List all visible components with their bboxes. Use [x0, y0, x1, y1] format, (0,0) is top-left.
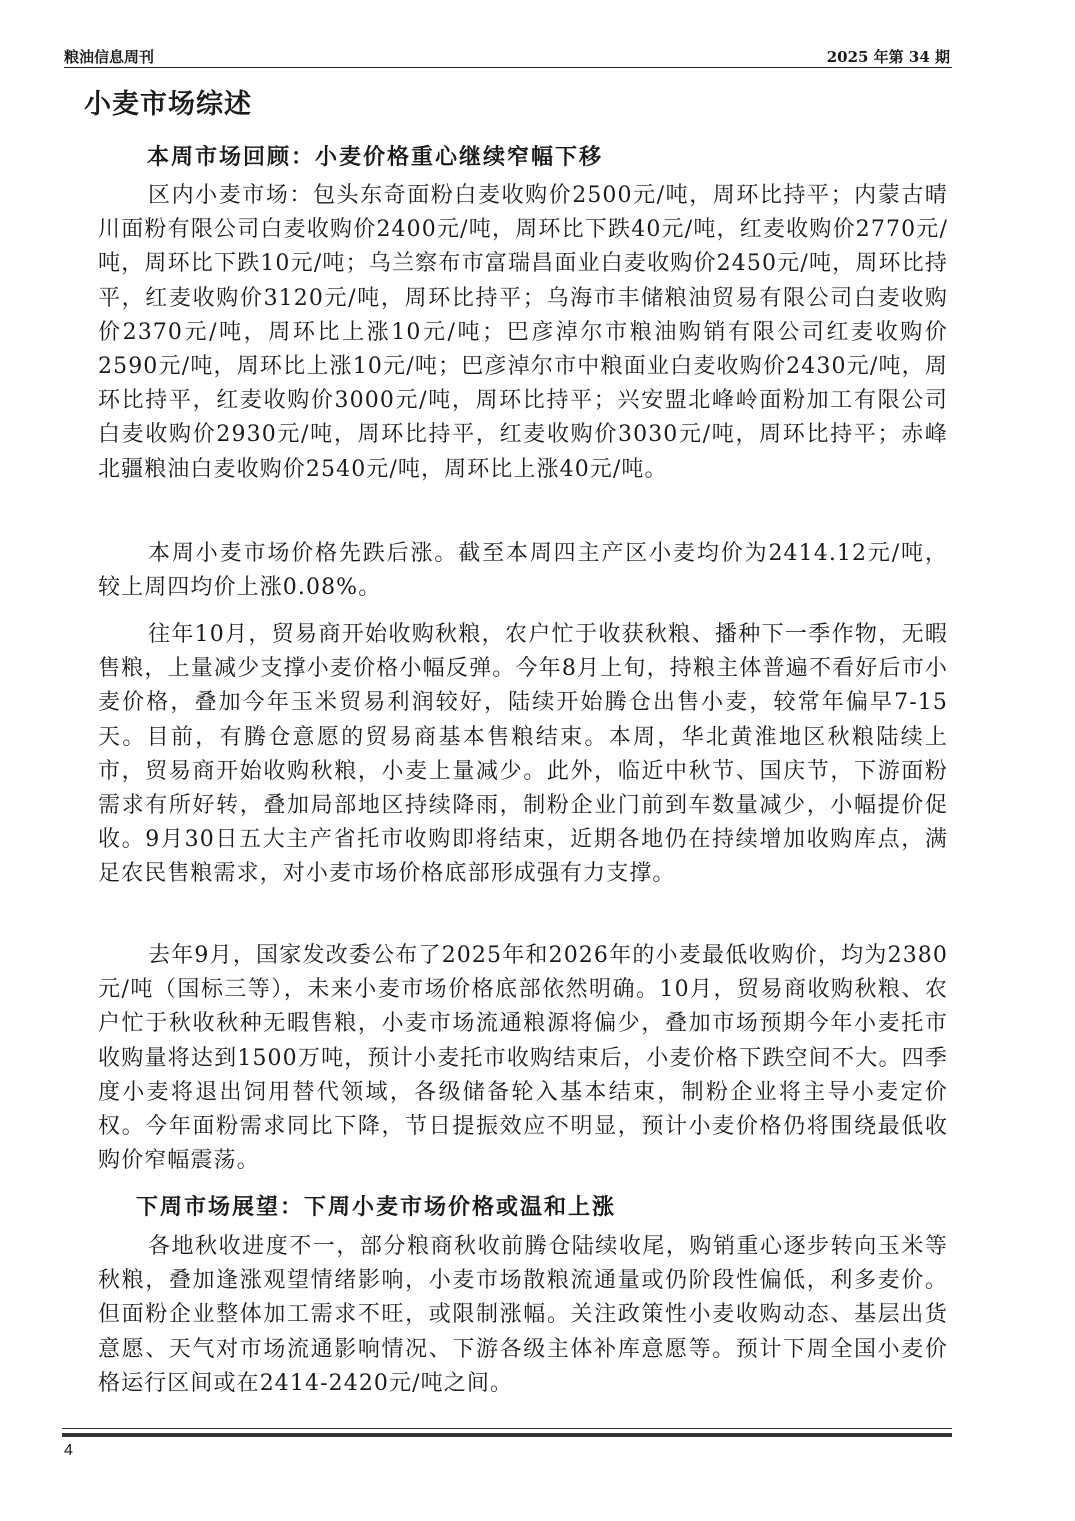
- header-rule: [64, 67, 952, 68]
- issue-number: 2025 年第 34 期: [826, 48, 950, 66]
- footer-rule-thin: [62, 1428, 952, 1429]
- journal-name: 粮油信息周刊: [64, 48, 155, 66]
- review-paragraph-4: 去年9月，国家发改委公布了2025年和2026年的小麦最低收购价，均为2380元/吨（国标三等），未来小麦市场价格底部依然明确。10月，贸易商收购秋粮、农户忙于秋收秋种无暇售粮，小麦市场流通粮源将偏少，叠加市场预期今年小麦托市收购量将达到1500万吨，预计小麦托市收购结束后，小麦价格下跌空间不大。四季度小麦将退出饲用替代领域，各级储备轮入基本结束，制粉企业将主导小麦定价权。今年面粉需求同比下降，节日提振效应不明显，预计小麦价格仍将围绕最低收购价窄幅震荡。: [98, 943, 948, 1174]
- outlook-paragraph-1: 各地秋收进度不一，部分粮商秋收前腾仓陆续收尾，购销重心逐步转向玉米等秋粮，叠加逢涨观望情绪影响，小麦市场散粮流通量或仍阶段性偏低，利多麦价。但面粉企业整体加工需求不旺，或限制涨幅。关注政策性小麦收购动态、基层出货意愿、天气对市场流通影响情况、下游各级主体补库意愿等。预计下周全国小麦价格运行区间或在2414-2420元/吨之间。: [98, 1234, 948, 1396]
- review-heading: 本周市场回顾：小麦价格重心继续窄幅下移: [147, 144, 604, 170]
- review-paragraph-1: 区内小麦市场：包头东奇面粉白麦收购价2500元/吨，周环比持平；内蒙古晴川面粉有限公司白麦收购价2400元/吨，周环比下跌40元/吨，红麦收购价2770元/吨，周环比下跌10元/吨；乌兰察布市富瑞昌面业白麦收购价2450元/吨，周环比持平，红麦收购价3120元/吨，周环比持平；乌海市丰储粮油贸易有限公司白麦收购价2370元/吨，周环比上涨10元/吨；巴彦淖尔市粮油购销有限公司红麦收购价2590元/吨，周环比上涨10元/吨；巴彦淖尔市中粮面业白麦收购价2430元/吨，周环比持平，红麦收购价3000元/吨，周环比持平；兴安盟北峰岭面粉加工有限公司白麦收购价2930元/吨，周环比持平，红麦收购价3030元/吨，周环比持平；赤峰北疆粮油白麦收购价2540元/吨，周环比上涨40元/吨。: [98, 183, 948, 482]
- page-number: 4: [64, 1442, 73, 1459]
- outlook-heading: 下周市场展望：下周小麦市场价格或温和上涨: [136, 1194, 617, 1220]
- section-title: 小麦市场综述: [84, 89, 252, 120]
- review-paragraph-2: 本周小麦市场价格先跌后涨。截至本周四主产区小麦均价为2414.12元/吨，较上周四均价上涨0.08%。: [98, 541, 948, 601]
- footer-rule-thick: [62, 1433, 952, 1437]
- review-paragraph-3: 往年10月，贸易商开始收购秋粮，农户忙于收获秋粮、播种下一季作物，无暇售粮，上量减少支撑小麦价格小幅反弹。今年8月上旬，持粮主体普遍不看好后市小麦价格，叠加今年玉米贸易利润较好，陆续开始腾仓出售小麦，较常年偏早7-15天。目前，有腾仓意愿的贸易商基本售粮结束。本周，华北黄淮地区秋粮陆续上市，贸易商开始收购秋粮，小麦上量减少。此外，临近中秋节、国庆节，下游面粉需求有所好转，叠加局部地区持续降雨，制粉企业门前到车数量减少，小幅提价促收。9月30日五大主产省托市收购即将结束，近期各地仍在持续增加收购库点，满足农民售粮需求，对小麦市场价格底部形成强有力支撑。: [98, 622, 948, 887]
